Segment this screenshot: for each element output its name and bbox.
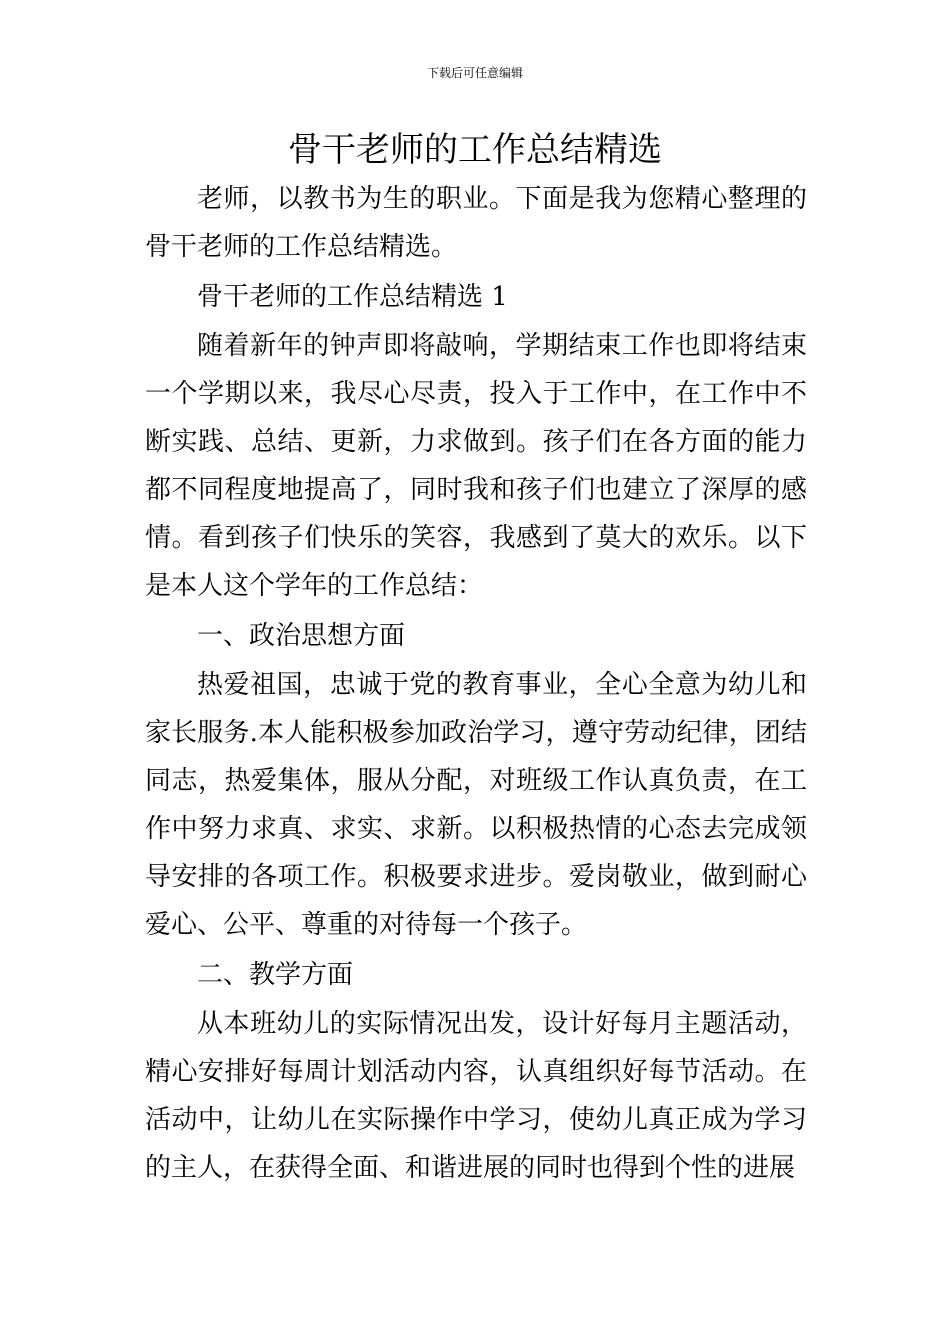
document-title: 骨干老师的工作总结精选 bbox=[288, 130, 662, 170]
header-note: 下载后可任意编辑 bbox=[426, 66, 523, 80]
body-paragraph: 热爱祖国，忠诚于党的教育事业，全心全意为幼儿和家长服务.本人能积极参加政治学习，遵守劳动纪律，团结同志，热爱集体，服从分配，对班级工作认真负责，在工作中努力求真、求实、求新。以积极热情的心态去完成领导安排的各项工作。积极要求进步。爱岗敬业，做到耐心爱心、公平、尊重的对待每一个孩子。 bbox=[145, 670, 807, 940]
subheading-politics: 一、政治思想方面 bbox=[197, 620, 406, 651]
body-paragraph: 随着新年的钟声即将敲响，学期结束工作也即将结束一个学期以来，我尽心尽责，投入于工作中，在工作中不断实践、总结、更新，力求做到。孩子们在各方面的能力都不同程度地提高了，同时我和孩子们也建立了深厚的感情。看到孩子们快乐的笑容，我感到了莫大的欢乐。以下是本人这个学年的工作总结： bbox=[145, 331, 807, 601]
subheading-teaching: 二、教学方面 bbox=[197, 959, 354, 990]
section-title: 骨干老师的工作总结精选 1 bbox=[197, 281, 508, 312]
intro-paragraph: 老师，以教书为生的职业。下面是我为您精心整理的骨干老师的工作总结精选。 bbox=[145, 184, 807, 262]
document-body bbox=[145, 175, 807, 1194]
body-paragraph: 从本班幼儿的实际情况出发，设计好每月主题活动，精心安排好每周计划活动内容，认真组织好每节活动。在活动中，让幼儿在实际操作中学习，使幼儿真正成为学习的主人，在获得全面、和谐进展的同时也得到个性的进展 bbox=[145, 1009, 807, 1183]
